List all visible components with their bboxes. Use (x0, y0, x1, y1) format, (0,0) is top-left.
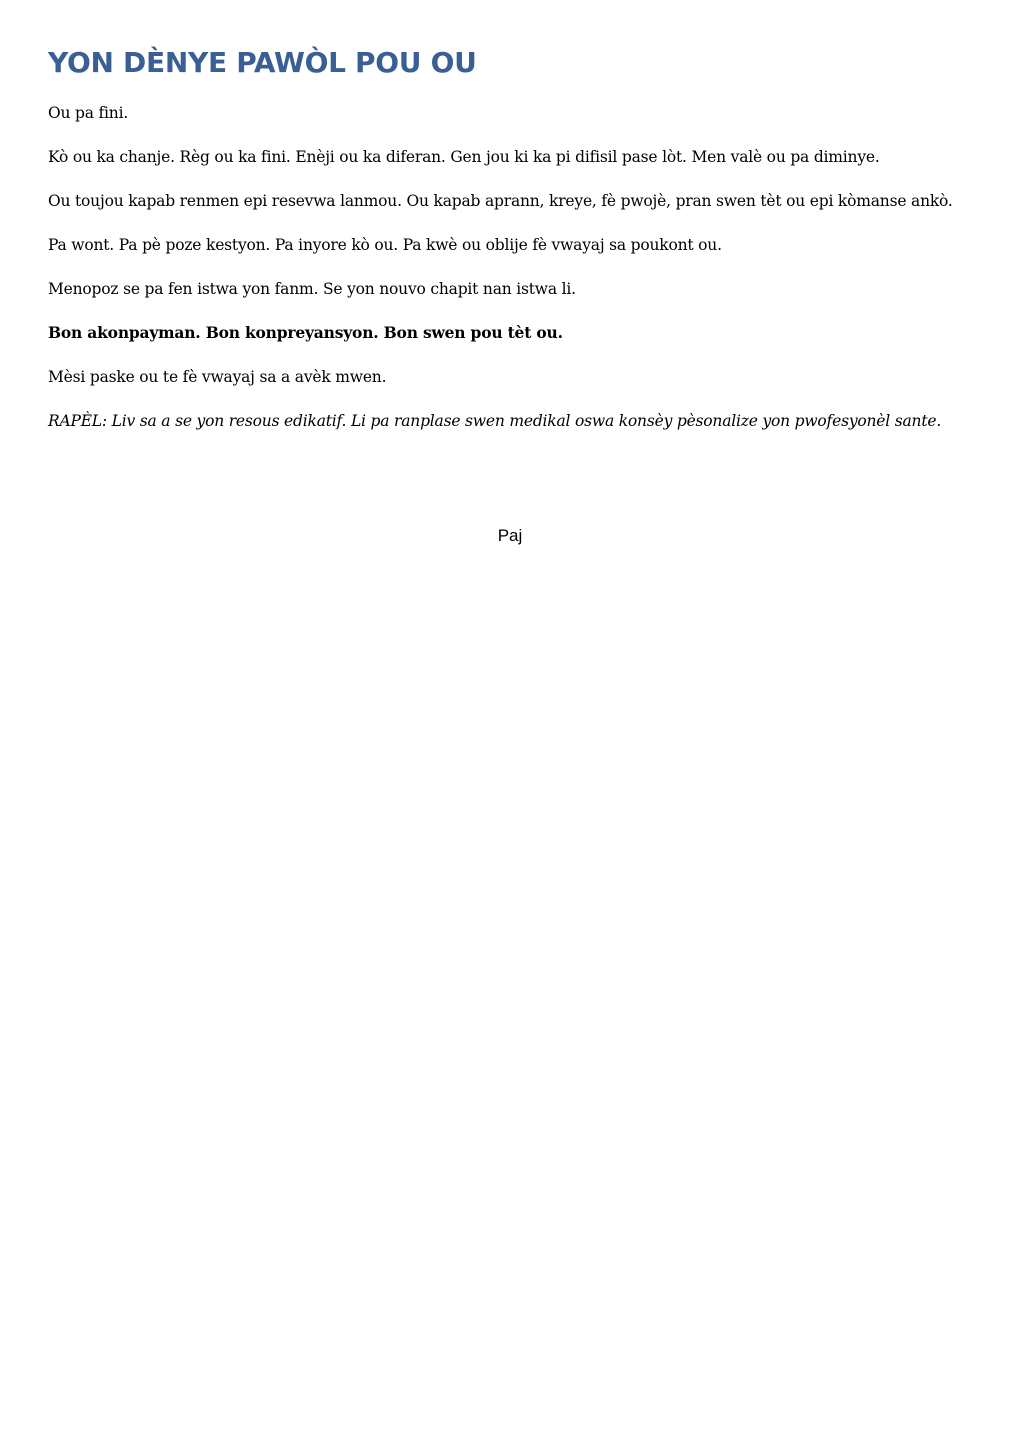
page-footer: Paj (497, 526, 523, 545)
paragraph-intro: Ou pa fini. (48, 104, 129, 122)
paragraph-changes: Kò ou ka chanje. Règ ou ka fini. Enèji ou ka diferan. Gen jou ki ka pi difisil pase lòt. Men valè ou pa diminye. (48, 148, 880, 166)
paragraph-new-chapter: Menopoz se pa fen istwa yon fanm. Se yon nouvo chapit nan istwa li. (48, 280, 576, 298)
paragraph-wishes: Bon akonpayman. Bon konpreyansyon. Bon swen pou tèt ou. (48, 323, 563, 342)
document-title: YON DÈNYE PAWÒL POU OU (48, 46, 477, 79)
paragraph-encouragement: Pa wont. Pa pè poze kestyon. Pa inyore kò ou. Pa kwè ou oblije fè vwayaj sa poukont ou. (48, 236, 722, 254)
paragraph-thanks: Mèsi paske ou te fè vwayaj sa a avèk mwen. (48, 368, 387, 386)
paragraph-reminder: RAPÈL: Liv sa a se yon resous edikatif. Li pa ranplase swen medikal oswa konsèy pèsonalize yon pwofesyonèl sante. (48, 412, 942, 430)
document-page (48, 44, 958, 455)
paragraph-capabilities: Ou toujou kapab renmen epi resevwa lanmou. Ou kapab aprann, kreye, fè pwojè, pran swen tèt ou epi kòmanse ankò. (48, 192, 953, 210)
